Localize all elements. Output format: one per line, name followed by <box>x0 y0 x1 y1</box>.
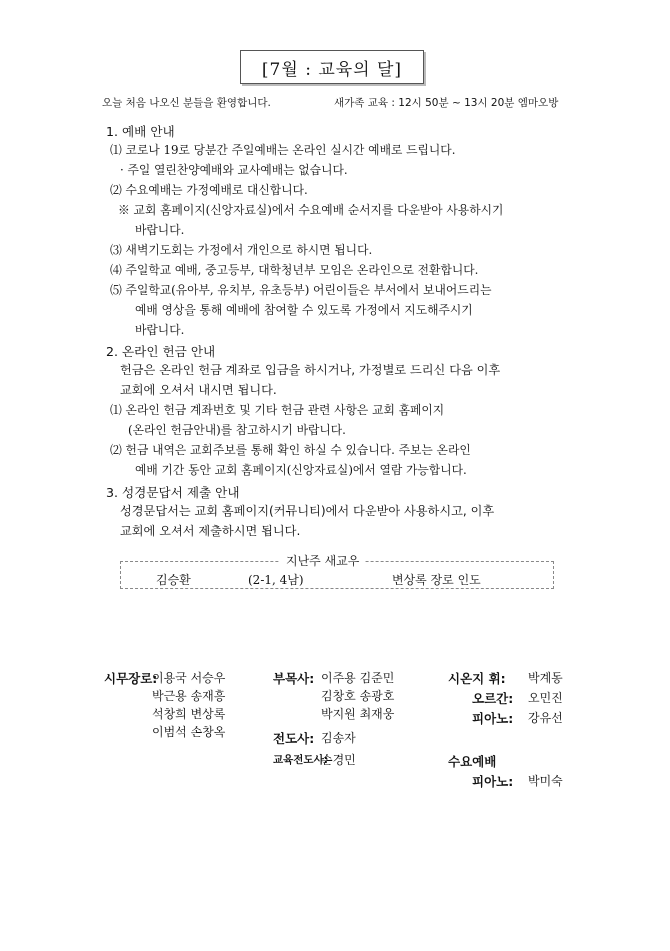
elders-names: 박근용 송재흥 <box>152 689 226 703</box>
piano-name: 강유선 <box>528 711 563 725</box>
pastors-names: 김창호 송광호 <box>321 689 395 703</box>
organ-label: 오르간: <box>472 691 514 706</box>
section-2-line: ⑵ 헌금 내역은 교회주보를 통해 확인 하실 수 있습니다. 주보는 온라인 <box>110 443 471 457</box>
section-3-line: 성경문답서는 교회 홈페이지(커뮤니티)에서 다운받아 사용하시고, 이후 <box>120 504 495 518</box>
pastors-names: 이주용 김준민 <box>321 671 395 685</box>
wednesday-piano-label: 피아노: <box>472 774 514 789</box>
section-1-line: 바랍니다. <box>135 223 185 237</box>
schedule-text: 새가족 교육 : 12시 50분 ~ 13시 20분 엠마오방 <box>334 97 559 109</box>
evangelist-name: 김송자 <box>321 731 356 745</box>
section-1-line: ⑷ 주일학교 예배, 중고등부, 대학청년부 모임은 온라인으로 전환합니다. <box>110 263 479 277</box>
wednesday-service-label: 수요예배 <box>448 754 497 769</box>
edu-evangelist-label: 교육전도사: <box>273 754 328 766</box>
pastors-names: 박지원 최재웅 <box>321 707 395 721</box>
pastors-label: 부목사: <box>273 671 315 686</box>
elders-names: 이범석 손창옥 <box>152 725 226 739</box>
section-2-line: (온라인 헌금안내)를 참고하시기 바랍니다. <box>128 423 346 437</box>
edu-evangelist-name: 손경민 <box>321 753 356 767</box>
section-2-heading: 2. 온라인 헌금 안내 <box>106 344 216 359</box>
section-2-line: 헌금은 온라인 헌금 계좌로 입금을 하시거나, 가정별로 드리신 다음 이후 <box>120 363 501 377</box>
wednesday-piano-name: 박미숙 <box>528 774 563 788</box>
conductor-name: 박계동 <box>528 671 563 685</box>
section-2-line: 교회에 오셔서 내시면 됩니다. <box>120 383 277 397</box>
section-2-line: ⑴ 온라인 헌금 계좌번호 및 기타 헌금 관련 사항은 교회 홈페이지 <box>110 403 445 417</box>
section-3-line: 교회에 오셔서 제출하시면 됩니다. <box>120 524 301 538</box>
section-1-line: ※ 교회 홈페이지(신앙자료실)에서 수요예배 순서지를 다운받아 사용하시기 <box>118 203 504 217</box>
elders-names: 석창희 변상록 <box>152 707 226 721</box>
evangelist-label: 전도사: <box>273 731 315 746</box>
section-1-line: ⑵ 수요예배는 가정예배로 대신합니다. <box>110 183 308 197</box>
piano-label: 피아노: <box>472 711 514 726</box>
welcome-text: 오늘 처음 나오신 분들을 환영합니다. <box>102 97 271 109</box>
section-1-line: ⑸ 주일학교(유아부, 유치부, 유초등부) 어린이들은 부서에서 보내어드리는 <box>110 283 492 297</box>
elders-names: 이용국 서승우 <box>152 671 226 685</box>
elders-label: 시무장로: <box>104 671 158 686</box>
section-2-line: 예배 기간 동안 교회 홈페이지(신앙자료실)에서 열람 가능합니다. <box>135 463 467 477</box>
section-1-line: ⑴ 코로나 19로 당분간 주일예배는 온라인 실시간 예배로 드립니다. <box>110 143 456 157</box>
section-1-line: 예배 영상을 통해 예배에 참여할 수 있도록 가정에서 지도해주시기 <box>135 303 473 317</box>
conductor-label: 시온지 휘: <box>448 671 506 686</box>
page-title: [7월 : 교육의 달] <box>240 50 424 84</box>
organ-name: 오민진 <box>528 691 563 705</box>
newcomer-guide: 변상록 장로 인도 <box>392 573 481 587</box>
section-1-line: ⑶ 새벽기도회는 가정에서 개인으로 하시면 됩니다. <box>110 243 373 257</box>
newcomer-title: 지난주 새교우 <box>280 552 365 569</box>
section-1-line: 바랍니다. <box>135 323 185 337</box>
section-3-heading: 3. 성경문답서 제출 안내 <box>106 485 240 500</box>
section-1-heading: 1. 예배 안내 <box>106 124 175 139</box>
newcomer-name: 김승환 <box>156 573 191 587</box>
newcomer-info: (2-1, 4남) <box>248 573 304 587</box>
section-1-line: · 주일 열린찬양예배와 교사예배는 없습니다. <box>120 163 348 177</box>
